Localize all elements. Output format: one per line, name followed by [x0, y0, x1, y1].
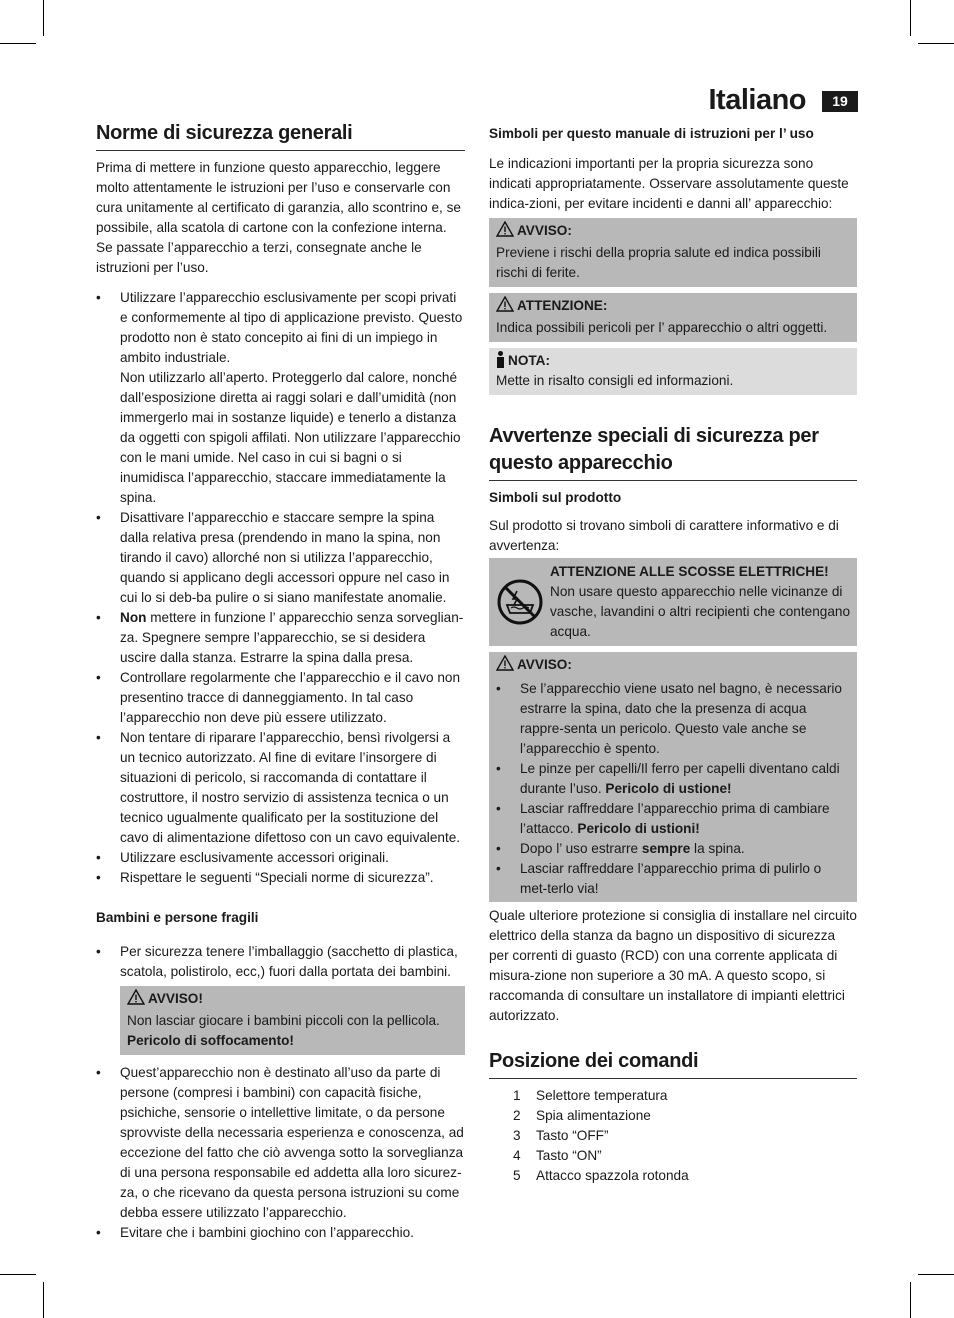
list-item: • Rispettare le seguenti “Speciali norme di sicurezza”. — [96, 868, 465, 888]
safety-list — [96, 288, 465, 888]
warning-triangle-icon — [127, 989, 145, 1011]
warning-title: AVVISO! — [148, 991, 203, 1006]
section-title-general-safety: Norme di sicurezza generali — [96, 120, 465, 151]
left-column — [96, 120, 465, 1253]
list-item-text: Lasciar raffreddare l’apparecchio prima di cambiare l’attacco. — [520, 801, 830, 836]
attenzione-box — [489, 293, 857, 342]
children-list — [96, 942, 465, 982]
crop-mark — [910, 1282, 911, 1318]
shock-warning-title: ATTENZIONE ALLE SCOSSE ELETTRICHE! — [550, 564, 829, 579]
product-symbols-intro: Sul prodotto si trovano simboli di carattere informativo e di avvertenza: — [489, 518, 839, 553]
page-number: 19 — [822, 91, 858, 112]
avviso-bath-box — [489, 652, 857, 902]
control-item — [513, 1086, 857, 1106]
list-item-text: Utilizzare l’apparecchio esclusivamente per scopi privati e conformemente al tipo di applicazione previsto. Questo prodotto non è stato concepito ai fini di un impiego in ambito industriale. — [120, 290, 463, 365]
warning-triangle-icon — [496, 655, 514, 677]
control-label: Attacco spazzola rotonda — [536, 1168, 689, 1183]
list-item: • Disattivare l’apparecchio e staccare sempre la spina dalla relativa presa (prendendo in mano la spina, non tirando il cavo) allorché non si utilizza l’apparecchio, quando si applicano degli accessori oppure nel caso in cui lo si deb-ba pulire o si siano manifestate anomalie. — [96, 508, 465, 608]
crop-mark — [918, 43, 954, 44]
control-item — [513, 1126, 857, 1146]
warning-bold-text: Pericolo di soffocamento! — [127, 1033, 294, 1048]
list-item: • Se l’apparecchio viene usato nel bagno, è necessario estrarre la spina, dato che la presenza di acqua rappre-senta un pericolo. Questo vale anche se l’apparecchio è spento. — [496, 679, 850, 759]
control-label: Selettore temperatura — [536, 1088, 668, 1103]
shock-warning-text: Non usare questo apparecchio nelle vicinanze di vasche, lavandini o altri recipienti che contengano acqua. — [550, 584, 851, 639]
list-item: • Utilizzare esclusivamente accessori originali. — [96, 848, 465, 868]
list-item — [496, 759, 850, 799]
subsection-title-symbols: Simboli per questo manuale di istruzioni per l’ uso — [489, 126, 814, 141]
list-item-text: la spina. — [690, 841, 745, 856]
avviso-text: Previene i rischi della propria salute ed indica possibili rischi di ferite. — [496, 245, 821, 280]
info-icon — [496, 351, 504, 368]
subsection-title-product-symbols: Simboli sul prodotto — [489, 490, 622, 505]
section-title-special-warnings: Avvertenze speciali di sicurezza per questo apparecchio — [489, 423, 857, 481]
list-item: • Per sicurezza tenere l’imballaggio (sacchetto di plastica, scatola, polistirolo, ecc,) fuori dalla portata dei bambini. — [96, 942, 465, 982]
control-label: Tasto “OFF” — [536, 1128, 609, 1143]
bold-text: sempre — [641, 841, 691, 856]
warning-box — [120, 986, 465, 1055]
avviso-title: AVVISO: — [517, 657, 572, 672]
control-label: Spia alimentazione — [536, 1108, 651, 1123]
nota-title: NOTA: — [508, 353, 551, 368]
control-label: Tasto “ON” — [536, 1148, 602, 1163]
list-item — [496, 799, 850, 839]
avviso-box — [489, 218, 857, 287]
avviso-bath-list — [496, 679, 850, 899]
crop-mark — [910, 0, 911, 36]
warning-triangle-icon — [496, 296, 514, 318]
no-bath-symbol-icon — [493, 562, 547, 642]
list-item — [496, 839, 850, 859]
list-item-text: Non utilizzarlo all’aperto. Proteggerlo dal calore, nonché dall’esposizione diretta ai raggi solari e dall’umidità (non immergerlo mai in sostanze liquide) e tenerlo a distanza da oggetti con spigoli affilati. Non utilizzare l’apparecchio con le mani umide. Nel caso in cui si bagni o si inumidisca l’apparecchio, staccare immediatamente la spina. — [120, 370, 461, 505]
subsection-title-children: Bambini e persone fragili — [96, 910, 259, 925]
control-item — [513, 1106, 857, 1126]
rcd-paragraph: Quale ulteriore protezione si consiglia di installare nel circuito elettrico della stanza da bagno un dispositivo di sicurezza per correnti di guasto (RCD) con una corrente applicata di misura-zione non superiore a 30 mA. A questo scopo, si raccomanda di consultare un installatore di impianti elettrici autorizzato. — [489, 908, 857, 1023]
list-item: • Non tentare di riparare l’apparecchio, bensì rivolgersi a un tecnico autorizzato. Al fine di evitare l’insorgere di situazioni di pericolo, si raccomanda di contattare il costruttore, il nostro servizio di assistenza tecnica o un tecnico ugualmente qualificato per la sostituzione del cavo di alimentazione difettoso con un cavo equivalente. — [96, 728, 465, 848]
language-header: Italiano — [708, 84, 806, 116]
control-number: 5 — [513, 1168, 521, 1183]
bold-text: Non — [120, 610, 147, 625]
attenzione-text: Indica possibili pericoli per l’ apparecchio o altri oggetti. — [496, 320, 828, 335]
control-number: 1 — [513, 1088, 521, 1103]
symbols-intro: Le indicazioni importanti per la propria sicurezza sono indicati appropriatamente. Osservare assolutamente queste indica-zioni, per evitare incidenti e danni all’ apparecchio: — [489, 156, 849, 211]
list-item-text: mettere in funzione l’ apparecchio senza sorveglian-za. Spegnere sempre l’apparecchio, se si desidera uscire dalla stanza. Estrarre la spina dalla presa. — [120, 610, 464, 665]
crop-mark — [0, 43, 36, 44]
control-item — [513, 1146, 857, 1166]
bold-text: Pericolo di ustioni! — [577, 821, 700, 836]
list-item: • Quest’apparecchio non è destinato all’uso da parte di persone (compresi i bambini) con capacità fisiche, psichiche, sensorie o intellettive limitate, o da persone sprovviste della necessaria esperienza e conoscenza, ad eccezione del fatto che ciò avvenga sotto la sorveglianza di una persona responsabile ed addetta alla loro sicurez-za, o che ricevano da questa persona istruzioni su come debba essere utilizzato l’apparecchio. — [96, 1063, 465, 1223]
crop-mark — [0, 1274, 36, 1275]
nota-box — [489, 348, 857, 395]
warning-text: Non lasciar giocare i bambini piccoli con la pellicola. — [127, 1013, 440, 1028]
list-item-text: Dopo l’ uso estrarre — [520, 841, 642, 856]
list-item: • Evitare che i bambini giochino con l’apparecchio. — [96, 1223, 465, 1243]
control-item — [513, 1166, 857, 1186]
list-item — [96, 288, 465, 508]
intro-paragraph: Prima di mettere in funzione questo apparecchio, leggere molto attentamente le istruzioni per l’uso e conservarle con cura unitamente al certificato di garanzia, allo scontrino e, se possibile, alla scatola di cartone con la confezione interna. Se passate l’apparecchio a terzi, consegnate anche le istruzioni per l’uso. — [96, 160, 461, 275]
avviso-title: AVVISO: — [517, 223, 572, 238]
children-list-2 — [96, 1063, 465, 1243]
control-number: 3 — [513, 1128, 521, 1143]
warning-triangle-icon — [496, 221, 514, 243]
controls-list — [489, 1086, 857, 1186]
nota-text: Mette in risalto consigli ed informazioni. — [496, 373, 734, 388]
crop-mark — [43, 0, 44, 36]
list-item: • Controllare regolarmente che l’apparecchio e il cavo non presentino tracce di danneggiamento. In tal caso l’apparecchio non deve più essere utilizzato. — [96, 668, 465, 728]
control-number: 2 — [513, 1108, 521, 1123]
section-title-controls: Posizione dei comandi — [489, 1048, 857, 1079]
attenzione-title: ATTENZIONE: — [517, 298, 608, 313]
list-item — [96, 608, 465, 668]
list-item: • Lasciar raffreddare l’apparecchio prima di pulirlo o met-terlo via! — [496, 859, 850, 899]
list-item-text: Le pinze per capelli/Il ferro per capelli diventano caldi durante l’uso. — [520, 761, 840, 796]
crop-mark — [43, 1282, 44, 1318]
bold-text: Pericolo di ustione! — [605, 781, 732, 796]
shock-warning-box — [489, 558, 857, 646]
control-number: 4 — [513, 1148, 521, 1163]
right-column — [489, 124, 857, 1186]
crop-mark — [918, 1274, 954, 1275]
